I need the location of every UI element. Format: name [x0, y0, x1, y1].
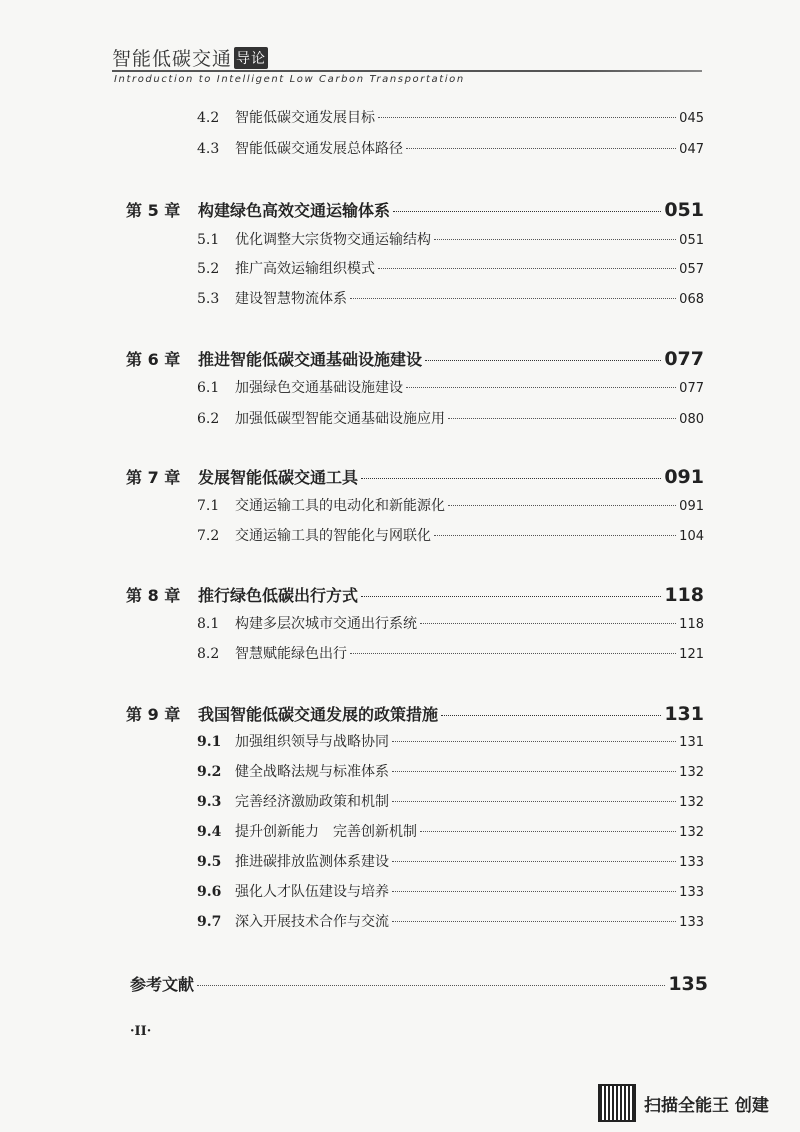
- header-rule: [112, 70, 702, 72]
- page-number: 104: [679, 529, 704, 544]
- book-title-badge: 导论: [234, 47, 268, 69]
- page-number: 091: [679, 499, 704, 514]
- toc-chapter[interactable]: [126, 198, 704, 221]
- book-subtitle: Introduction to Intelligent Low Carbon Transportation: [114, 74, 465, 85]
- toc-section[interactable]: [197, 911, 704, 931]
- dot-leader: [361, 595, 661, 597]
- dot-leader: [378, 267, 676, 269]
- toc-section[interactable]: [197, 525, 704, 545]
- page-number: 057: [679, 262, 704, 277]
- page-number: 131: [664, 703, 704, 725]
- section-number: 9.6: [197, 884, 222, 900]
- section-title: 深入开展技术合作与交流: [235, 914, 389, 930]
- dot-leader: [350, 297, 676, 299]
- chapter-number: 第 5 章: [126, 201, 181, 220]
- section-number: 9.2: [197, 764, 222, 780]
- section-number: 9.4: [197, 824, 222, 840]
- toc-section[interactable]: [197, 731, 704, 751]
- dot-leader: [393, 210, 661, 212]
- toc-section[interactable]: [197, 229, 704, 249]
- chapter-title: 构建绿色高效交通运输体系: [198, 201, 391, 220]
- toc-chapter[interactable]: [126, 583, 704, 606]
- page-number: 133: [679, 885, 704, 900]
- toc-section[interactable]: [197, 613, 704, 633]
- page-number: 080: [679, 412, 704, 427]
- references-title: 参考文献: [130, 975, 195, 994]
- section-number: 8.2: [197, 646, 220, 662]
- chapter-number: 第 8 章: [126, 586, 181, 605]
- dot-leader: [392, 860, 676, 862]
- page-number: 118: [679, 617, 704, 632]
- section-number: 4.3: [197, 141, 220, 157]
- section-title: 推广高效运输组织模式: [235, 261, 375, 277]
- dot-leader: [441, 714, 661, 716]
- section-number: 9.7: [197, 914, 222, 930]
- section-title: 智能低碳交通发展目标: [235, 110, 375, 126]
- section-title: 优化调整大宗货物交通运输结构: [235, 232, 431, 248]
- page-number: 077: [664, 348, 704, 370]
- toc-section[interactable]: [197, 138, 704, 158]
- toc-section[interactable]: [197, 791, 704, 811]
- chapter-number: 第 9 章: [126, 705, 181, 724]
- page-number: 051: [664, 199, 704, 221]
- section-title: 健全战略法规与标准体系: [235, 764, 389, 780]
- page-number: 045: [679, 111, 704, 126]
- page-number: 133: [679, 915, 704, 930]
- page-number: 091: [664, 466, 704, 488]
- toc-section[interactable]: [197, 643, 704, 663]
- scanner-watermark: [598, 1084, 769, 1122]
- section-title: 推进碳排放监测体系建设: [235, 854, 389, 870]
- toc-references[interactable]: [130, 972, 708, 995]
- toc-section[interactable]: [197, 408, 704, 428]
- qr-code-icon: [598, 1084, 636, 1122]
- section-title: 完善经济激励政策和机制: [235, 794, 389, 810]
- section-title: 交通运输工具的智能化与网联化: [235, 528, 431, 544]
- toc-section[interactable]: [197, 851, 704, 871]
- section-number: 6.2: [197, 411, 220, 427]
- page-number: 135: [668, 973, 708, 995]
- section-title: 提升创新能力 完善创新机制: [235, 824, 417, 840]
- dot-leader: [420, 830, 676, 832]
- section-title: 加强组织领导与战略协同: [235, 734, 389, 750]
- toc-chapter[interactable]: [126, 347, 704, 370]
- dot-leader: [420, 622, 676, 624]
- toc-section[interactable]: [197, 258, 704, 278]
- book-title-text: 智能低碳交通: [112, 48, 233, 70]
- toc-section[interactable]: [197, 288, 704, 308]
- dot-leader: [392, 800, 676, 802]
- dot-leader: [448, 417, 676, 419]
- toc-section[interactable]: [197, 821, 704, 841]
- dot-leader: [425, 359, 661, 361]
- dot-leader: [434, 238, 676, 240]
- section-title: 交通运输工具的电动化和新能源化: [235, 498, 445, 514]
- section-number: 6.1: [197, 380, 220, 396]
- toc-chapter[interactable]: [126, 465, 704, 488]
- page-number: 132: [679, 795, 704, 810]
- toc-section[interactable]: [197, 761, 704, 781]
- section-number: 7.1: [197, 498, 220, 514]
- toc-section[interactable]: [197, 495, 704, 515]
- dot-leader: [434, 534, 676, 536]
- section-number: 8.1: [197, 616, 220, 632]
- page-number: 077: [679, 381, 704, 396]
- page-number: 047: [679, 142, 704, 157]
- page-number: 068: [679, 292, 704, 307]
- watermark-text: 扫描全能王 创建: [644, 1095, 769, 1116]
- section-number: 5.1: [197, 232, 220, 248]
- section-number: 4.2: [197, 110, 220, 126]
- toc-section[interactable]: [197, 107, 704, 127]
- dot-leader: [406, 386, 676, 388]
- dot-leader: [197, 984, 665, 986]
- dot-leader: [392, 890, 676, 892]
- page-number: 118: [664, 584, 704, 606]
- page-number: 132: [679, 825, 704, 840]
- page-number: 133: [679, 855, 704, 870]
- section-title: 智能低碳交通发展总体路径: [235, 141, 403, 157]
- dot-leader: [392, 920, 676, 922]
- dot-leader: [448, 504, 676, 506]
- dot-leader: [392, 770, 676, 772]
- section-title: 加强低碳型智能交通基础设施应用: [235, 411, 445, 427]
- chapter-number: 第 7 章: [126, 468, 181, 487]
- page-number: 132: [679, 765, 704, 780]
- section-title: 强化人才队伍建设与培养: [235, 884, 389, 900]
- chapter-number: 第 6 章: [126, 350, 181, 369]
- dot-leader: [406, 147, 676, 149]
- section-title: 加强绿色交通基础设施建设: [235, 380, 403, 396]
- section-number: 9.3: [197, 794, 222, 810]
- book-title: [112, 44, 712, 71]
- page-number: 121: [679, 647, 704, 662]
- section-title: 智慧赋能绿色出行: [235, 646, 347, 662]
- section-number: 7.2: [197, 528, 220, 544]
- section-title: 建设智慧物流体系: [235, 291, 347, 307]
- chapter-title: 推进智能低碳交通基础设施建设: [198, 350, 423, 369]
- chapter-title: 我国智能低碳交通发展的政策措施: [198, 705, 439, 724]
- page-number: 051: [679, 233, 704, 248]
- section-number: 5.3: [197, 291, 220, 307]
- chapter-title: 发展智能低碳交通工具: [198, 468, 359, 487]
- dot-leader: [350, 652, 676, 654]
- section-number: 9.1: [197, 734, 222, 750]
- section-number: 9.5: [197, 854, 222, 870]
- dot-leader: [378, 116, 676, 118]
- section-number: 5.2: [197, 261, 220, 277]
- toc-section[interactable]: [197, 377, 704, 397]
- page-number: 131: [679, 735, 704, 750]
- toc-section[interactable]: [197, 881, 704, 901]
- toc-chapter[interactable]: [126, 702, 704, 725]
- running-header: [112, 44, 712, 71]
- page-folio: ·II·: [130, 1024, 152, 1039]
- dot-leader: [361, 477, 661, 479]
- section-title: 构建多层次城市交通出行系统: [235, 616, 417, 632]
- chapter-title: 推行绿色低碳出行方式: [198, 586, 359, 605]
- dot-leader: [392, 740, 676, 742]
